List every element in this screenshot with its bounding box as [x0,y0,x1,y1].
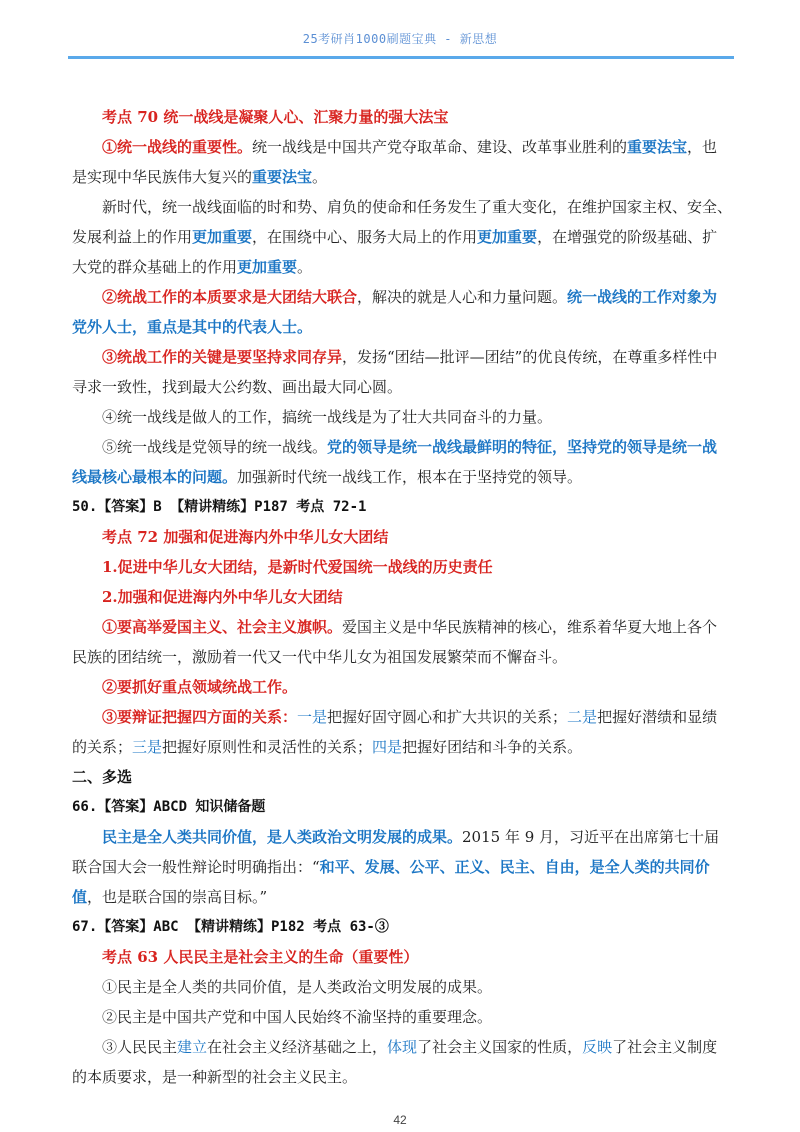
topic-63-point-2: ②民主是中国共产党和中国人民始终不渝坚持的重要理念。 [102,1008,493,1026]
topic-63-point-3: ③人民民主建立在社会主义经济基础之上，体现了社会主义国家的性质，反映了社会主义制度的本质要求，是一种新型的社会主义民主。 [72,1038,718,1086]
answer-50: 50.【答案】B 【精讲精练】P187 考点 72-1 [72,499,367,515]
point-1-heading: ①统一战线的重要性。 [102,138,253,156]
page-header: 25考研肖1000刷题宝典 - 新思想 [302,32,498,46]
topic-72-sub-2: 2.加强和促进海内外中华儿女大团结 [102,588,343,606]
topic-70-point-3: ③统战工作的关键是要坚持求同存异，发扬“团结—批评—团结”的优良传统，在尊重多样性中寻求一致性，找到最大公约数、画出最大同心圆。 [72,348,718,396]
topic-63-title: 考点 63 人民民主是社会主义的生命（重要性） [102,948,419,966]
topic-70-point-2: ②统战工作的本质要求是大团结大联合，解决的就是人心和力量问题。统一战线的工作对象为党外人士，重点是其中的代表人士。 [72,288,718,336]
topic-72-sub-1: 1.促进中华儿女大团结，是新时代爱国统一战线的历史责任 [102,558,493,576]
document-body [72,102,732,1092]
section-multiple-choice: 二、多选 [72,768,133,786]
topic-72-point-1: ①要高举爱国主义、社会主义旗帜。爱国主义是中华民族精神的核心，维系着华夏大地上各个民族的团结统一，激励着一代又一代中华儿女为祖国发展繁荣而不懈奋斗。 [72,618,718,666]
answer-67: 67.【答案】ABC 【精讲精练】P182 考点 63-③ [72,919,389,935]
topic-63-point-1: ①民主是全人类的共同价值，是人类政治文明发展的成果。 [102,978,493,996]
topic-70-point-1: ①统一战线的重要性。统一战线是中国共产党夺取革命、建设、改革事业胜利的重要法宝，也是实现中华民族伟大复兴的重要法宝。 [72,138,718,186]
topic-70-new-era: 新时代，统一战线面临的时和势、肩负的使命和任务发生了重大变化，在维护国家主权、安全、发展利益上的作用更加重要，在围绕中心、服务大局上的作用更加重要，在增强党的阶级基础、扩大党的群众基础上的作用更加重要。 [72,198,733,276]
topic-70-title: 考点 70 统一战线是凝聚人心、汇聚力量的强大法宝 [102,108,449,126]
topic-70-point-4: ④统一战线是做人的工作，搞统一战线是为了壮大共同奋斗的力量。 [102,408,553,426]
page-number: 42 [393,1113,407,1127]
topic-72-point-2: ②要抓好重点领域统战工作。 [102,678,298,696]
answer-66: 66.【答案】ABCD 知识储备题 [72,799,266,815]
answer-66-explanation: 民主是全人类共同价值，是人类政治文明发展的成果。2015 年 9 月，习近平在出席第七十届联合国大会一般性辩论时明确指出：“和平、发展、公平、正义、民主、自由，是全人类的共同价值，也是联合国的崇高目标。” [72,828,720,906]
header-divider [68,56,734,59]
topic-70-point-5: ⑤统一战线是党领导的统一战线。党的领导是统一战线最鲜明的特征，坚持党的领导是统一战线最核心最根本的问题。加强新时代统一战线工作，根本在于坚持党的领导。 [72,438,718,486]
topic-72-title: 考点 72 加强和促进海内外中华儿女大团结 [102,528,389,546]
topic-72-point-3: ③要辩证把握四方面的关系：一是把握好固守圆心和扩大共识的关系；二是把握好潜绩和显绩的关系；三是把握好原则性和灵活性的关系；四是把握好团结和斗争的关系。 [72,708,718,756]
